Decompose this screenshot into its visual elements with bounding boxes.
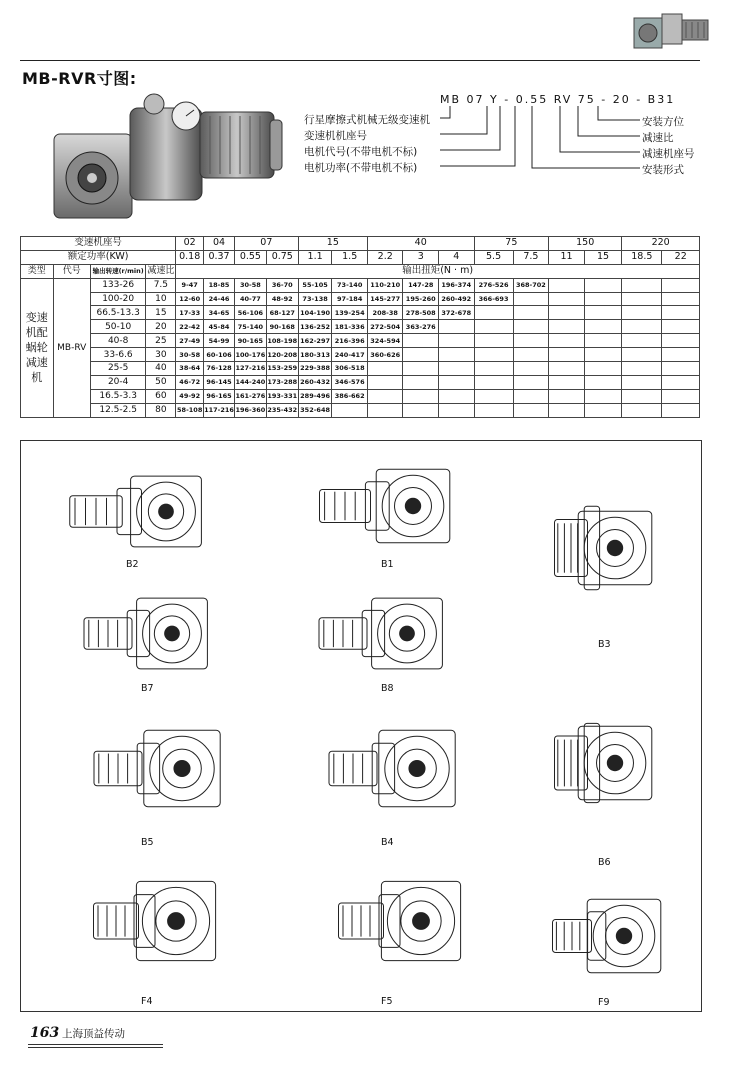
torque-cell <box>332 403 368 417</box>
torque-cell: 104-190 <box>298 306 332 320</box>
torque-cell: 9-47 <box>176 278 204 292</box>
torque-cell: 139-254 <box>332 306 368 320</box>
torque-cell <box>584 292 621 306</box>
torque-cell: 100-176 <box>234 348 266 362</box>
torque-cell <box>367 403 403 417</box>
torque-cell <box>474 375 513 389</box>
torque-cell <box>367 389 403 403</box>
torque-cell <box>403 375 439 389</box>
table-row <box>21 320 700 334</box>
speed-cell: 100-20 <box>90 292 146 306</box>
torque-cell: 18-85 <box>204 278 235 292</box>
mounting-drawing-b1 <box>311 451 481 561</box>
torque-cell: 276-526 <box>474 278 513 292</box>
page-number: 163 <box>30 1025 60 1041</box>
torque-cell <box>549 306 585 320</box>
mounting-drawing-b5 <box>86 711 246 826</box>
torque-cell <box>584 278 621 292</box>
speed-cell: 66.5-13.3 <box>90 306 146 320</box>
torque-cell <box>474 306 513 320</box>
seat-cell: 15 <box>298 237 367 251</box>
torque-cell: 366-693 <box>474 292 513 306</box>
product-photo <box>34 86 296 231</box>
torque-cell: 120-208 <box>266 348 298 362</box>
power-cell: 1.1 <box>298 250 332 264</box>
speed-cell: 20-4 <box>90 375 146 389</box>
torque-cell: 216-396 <box>332 334 368 348</box>
seat-cell: 02 <box>176 237 204 251</box>
mounting-drawing-f9 <box>546 881 676 991</box>
torque-cell: 73-140 <box>332 278 368 292</box>
torque-cell: 68-127 <box>266 306 298 320</box>
torque-cell: 49-92 <box>176 389 204 403</box>
table-row <box>21 403 700 417</box>
torque-cell: 360-626 <box>367 348 403 362</box>
ratio-cell: 25 <box>146 334 176 348</box>
power-cell: 11 <box>549 250 585 264</box>
torque-cell <box>438 389 474 403</box>
torque-cell: 90-168 <box>266 320 298 334</box>
torque-cell <box>662 403 700 417</box>
torque-cell <box>622 320 662 334</box>
company-name: 上海顶益传动 <box>62 1028 125 1040</box>
col-speed: 输出转速(r/min) <box>90 264 146 278</box>
ratio-cell: 15 <box>146 306 176 320</box>
table-row <box>21 389 700 403</box>
torque-cell <box>513 292 549 306</box>
torque-cell: 229-388 <box>298 362 332 376</box>
torque-cell <box>513 375 549 389</box>
torque-cell: 208-38 <box>367 306 403 320</box>
table-row <box>21 334 700 348</box>
table-row-seat <box>21 237 700 251</box>
torque-cell: 30-58 <box>234 278 266 292</box>
table-row-column-headers <box>21 264 700 278</box>
torque-cell: 272-504 <box>367 320 403 334</box>
torque-cell: 60-106 <box>204 348 235 362</box>
mounting-drawing-b7 <box>76 581 236 686</box>
torque-cell <box>622 334 662 348</box>
mounting-drawing-b2 <box>61 459 236 564</box>
torque-cell <box>662 334 700 348</box>
torque-cell <box>513 348 549 362</box>
torque-cell: 260-492 <box>438 292 474 306</box>
model-code: MB 07 Y - 0.55 RV 75 - 20 - B31 <box>440 93 676 106</box>
torque-cell: 24-46 <box>204 292 235 306</box>
speed-cell: 16.5-3.3 <box>90 389 146 403</box>
torque-cell <box>584 362 621 376</box>
torque-cell: 372-678 <box>438 306 474 320</box>
torque-cell <box>622 403 662 417</box>
torque-cell: 48-92 <box>266 292 298 306</box>
torque-cell <box>622 348 662 362</box>
power-cell: 3 <box>403 250 439 264</box>
torque-cell <box>403 334 439 348</box>
torque-cell: 240-417 <box>332 348 368 362</box>
mounting-drawing-b4 <box>321 711 481 826</box>
ratio-cell: 80 <box>146 403 176 417</box>
top-rule <box>20 60 700 61</box>
torque-cell: 173-288 <box>266 375 298 389</box>
seat-cell: 220 <box>622 237 700 251</box>
torque-cell: 96-165 <box>204 389 235 403</box>
table-row <box>21 278 700 292</box>
footer-rule <box>28 1047 163 1048</box>
torque-cell <box>513 403 549 417</box>
speed-cell: 33-6.6 <box>90 348 146 362</box>
torque-cell <box>438 362 474 376</box>
speed-cell: 133-26 <box>90 278 146 292</box>
torque-cell: 27-49 <box>176 334 204 348</box>
power-cell: 18.5 <box>622 250 662 264</box>
torque-cell: 117-216 <box>204 403 235 417</box>
drawing-label-b4: B4 <box>381 837 394 848</box>
torque-cell <box>403 389 439 403</box>
torque-cell: 34-65 <box>204 306 235 320</box>
torque-cell <box>549 292 585 306</box>
callout-variator-type: 行星摩擦式机械无级变速机 <box>304 114 430 126</box>
torque-cell: 17-33 <box>176 306 204 320</box>
torque-cell: 73-138 <box>298 292 332 306</box>
drawing-label-f4: F4 <box>141 996 153 1007</box>
table-row <box>21 348 700 362</box>
seat-cell: 75 <box>474 237 549 251</box>
torque-cell <box>513 334 549 348</box>
torque-cell <box>549 320 585 334</box>
torque-cell <box>662 389 700 403</box>
torque-cell: 346-576 <box>332 375 368 389</box>
torque-cell <box>622 306 662 320</box>
power-cell: 0.18 <box>176 250 204 264</box>
torque-cell <box>622 362 662 376</box>
torque-cell <box>662 362 700 376</box>
drawing-label-b2: B2 <box>126 559 139 570</box>
torque-cell <box>513 306 549 320</box>
torque-cell <box>403 348 439 362</box>
torque-cell: 22-42 <box>176 320 204 334</box>
callout-motor-power: 电机功率(不带电机不标) <box>304 162 418 174</box>
torque-cell: 278-508 <box>403 306 439 320</box>
torque-cell <box>549 278 585 292</box>
callout-variator-seat: 变速机机座号 <box>304 130 367 142</box>
torque-cell: 352-648 <box>298 403 332 417</box>
torque-cell <box>474 334 513 348</box>
page-title: MB-RVR寸图: <box>22 69 137 88</box>
speed-cell: 25-5 <box>90 362 146 376</box>
callout-reducer-seat: 减速机座号 <box>642 148 695 160</box>
table-row <box>21 292 700 306</box>
torque-cell: 235-432 <box>266 403 298 417</box>
torque-cell: 90-165 <box>234 334 266 348</box>
torque-cell <box>367 375 403 389</box>
torque-cell: 195-260 <box>403 292 439 306</box>
torque-cell: 145-277 <box>367 292 403 306</box>
torque-cell: 193-331 <box>266 389 298 403</box>
torque-cell <box>584 306 621 320</box>
callout-motor-code: 电机代号(不带电机不标) <box>304 146 418 158</box>
torque-cell <box>549 403 585 417</box>
torque-cell <box>403 362 439 376</box>
torque-cell: 36-70 <box>266 278 298 292</box>
torque-cell: 162-297 <box>298 334 332 348</box>
mounting-drawing-f4 <box>86 861 236 981</box>
callout-mount-form: 安装形式 <box>642 164 684 176</box>
torque-cell: 76-128 <box>204 362 235 376</box>
torque-cell: 324-594 <box>367 334 403 348</box>
torque-cell: 110-210 <box>367 278 403 292</box>
torque-cell: 289-496 <box>298 389 332 403</box>
torque-cell <box>622 292 662 306</box>
type-cell: 变速机配蜗轮减速机 <box>21 278 54 417</box>
torque-cell <box>662 375 700 389</box>
spec-table <box>20 236 700 418</box>
mounting-drawings-frame <box>20 440 702 1012</box>
power-cell: 15 <box>584 250 621 264</box>
torque-cell: 96-145 <box>204 375 235 389</box>
torque-cell <box>662 320 700 334</box>
torque-cell <box>549 334 585 348</box>
torque-cell <box>584 375 621 389</box>
power-cell: 4 <box>438 250 474 264</box>
power-cell: 0.37 <box>204 250 235 264</box>
seat-cell: 150 <box>549 237 622 251</box>
torque-cell <box>584 320 621 334</box>
torque-cell <box>474 320 513 334</box>
ratio-cell: 50 <box>146 375 176 389</box>
torque-cell: 55-105 <box>298 278 332 292</box>
mounting-drawing-f5 <box>331 861 481 981</box>
torque-cell <box>584 334 621 348</box>
drawing-label-b8: B8 <box>381 683 394 694</box>
drawing-label-b5: B5 <box>141 837 154 848</box>
torque-cell: 127-216 <box>234 362 266 376</box>
power-cell: 2.2 <box>367 250 403 264</box>
torque-cell: 136-252 <box>298 320 332 334</box>
torque-cell <box>438 334 474 348</box>
torque-cell <box>622 389 662 403</box>
torque-cell: 363-276 <box>403 320 439 334</box>
torque-cell: 147-28 <box>403 278 439 292</box>
torque-cell <box>584 389 621 403</box>
torque-cell <box>622 278 662 292</box>
drawing-label-b7: B7 <box>141 683 154 694</box>
ratio-cell: 7.5 <box>146 278 176 292</box>
power-cell: 1.5 <box>332 250 368 264</box>
speed-cell: 40-8 <box>90 334 146 348</box>
col-code: 代号 <box>53 264 90 278</box>
torque-cell: 38-64 <box>176 362 204 376</box>
torque-cell <box>513 320 549 334</box>
torque-cell: 196-374 <box>438 278 474 292</box>
header-seat-label: 变速机座号 <box>21 237 176 251</box>
torque-cell: 144-240 <box>234 375 266 389</box>
torque-cell: 40-77 <box>234 292 266 306</box>
ratio-cell: 30 <box>146 348 176 362</box>
speed-cell: 12.5-2.5 <box>90 403 146 417</box>
torque-cell: 12-60 <box>176 292 204 306</box>
torque-cell <box>622 375 662 389</box>
drawing-label-b3: B3 <box>598 639 611 650</box>
torque-cell: 306-518 <box>332 362 368 376</box>
drawing-label-b1: B1 <box>381 559 394 570</box>
mounting-drawing-b3 <box>549 453 659 643</box>
col-ratio: 减速比 <box>147 266 175 277</box>
power-cell: 22 <box>662 250 700 264</box>
torque-cell: 196-360 <box>234 403 266 417</box>
callout-mount-direction: 安装方位 <box>642 116 684 128</box>
torque-cell: 54-99 <box>204 334 235 348</box>
torque-cell <box>474 362 513 376</box>
torque-cell <box>584 348 621 362</box>
output-torque-label: 输出扭矩(N · m) <box>176 264 700 278</box>
header-power-label: 额定功率(KW) <box>21 250 176 264</box>
torque-cell: 97-184 <box>332 292 368 306</box>
speed-cell: 50-10 <box>90 320 146 334</box>
torque-cell: 368-702 <box>513 278 549 292</box>
col-type: 类型 <box>21 264 54 278</box>
footer-rule <box>28 1044 163 1045</box>
torque-cell: 386-662 <box>332 389 368 403</box>
ratio-cell: 10 <box>146 292 176 306</box>
seat-cell: 07 <box>234 237 298 251</box>
table-row <box>21 306 700 320</box>
power-cell: 7.5 <box>513 250 549 264</box>
ratio-cell: 60 <box>146 389 176 403</box>
torque-cell <box>367 362 403 376</box>
power-cell: 0.55 <box>234 250 266 264</box>
torque-cell <box>403 403 439 417</box>
table-row <box>21 362 700 376</box>
torque-cell: 58-108 <box>176 403 204 417</box>
torque-cell: 30-58 <box>176 348 204 362</box>
torque-cell: 161-276 <box>234 389 266 403</box>
torque-cell <box>549 348 585 362</box>
ratio-cell: 40 <box>146 362 176 376</box>
torque-cell <box>549 389 585 403</box>
power-cell: 5.5 <box>474 250 513 264</box>
torque-cell: 153-259 <box>266 362 298 376</box>
torque-cell <box>549 362 585 376</box>
torque-cell <box>662 306 700 320</box>
torque-cell <box>513 389 549 403</box>
table-row <box>21 375 700 389</box>
torque-cell: 75-140 <box>234 320 266 334</box>
torque-cell <box>438 403 474 417</box>
drawing-label-f9: F9 <box>598 997 610 1008</box>
callout-reduction-ratio: 减速比 <box>642 132 674 144</box>
torque-cell <box>438 320 474 334</box>
power-cell: 0.75 <box>266 250 298 264</box>
torque-cell: 108-198 <box>266 334 298 348</box>
torque-cell: 46-72 <box>176 375 204 389</box>
drawing-label-b6: B6 <box>598 857 611 868</box>
drawing-label-f5: F5 <box>381 996 393 1007</box>
seat-cell: 04 <box>204 237 235 251</box>
torque-cell <box>549 375 585 389</box>
torque-cell: 45-84 <box>204 320 235 334</box>
torque-cell <box>584 403 621 417</box>
torque-cell <box>474 403 513 417</box>
torque-cell <box>513 362 549 376</box>
table-row-power <box>21 250 700 264</box>
torque-cell <box>438 348 474 362</box>
product-thumbnail <box>632 8 712 56</box>
torque-cell: 56-106 <box>234 306 266 320</box>
torque-cell: 181-336 <box>332 320 368 334</box>
ratio-cell: 20 <box>146 320 176 334</box>
torque-cell <box>474 348 513 362</box>
torque-cell: 260-432 <box>298 375 332 389</box>
torque-cell <box>662 278 700 292</box>
mounting-drawing-b8 <box>311 581 471 686</box>
torque-cell <box>474 389 513 403</box>
mounting-drawing-b6 <box>549 673 659 853</box>
torque-cell: 180-313 <box>298 348 332 362</box>
torque-cell <box>438 375 474 389</box>
torque-cell <box>662 348 700 362</box>
torque-cell <box>662 292 700 306</box>
code-cell: MB-RV <box>53 278 90 417</box>
seat-cell: 40 <box>367 237 474 251</box>
